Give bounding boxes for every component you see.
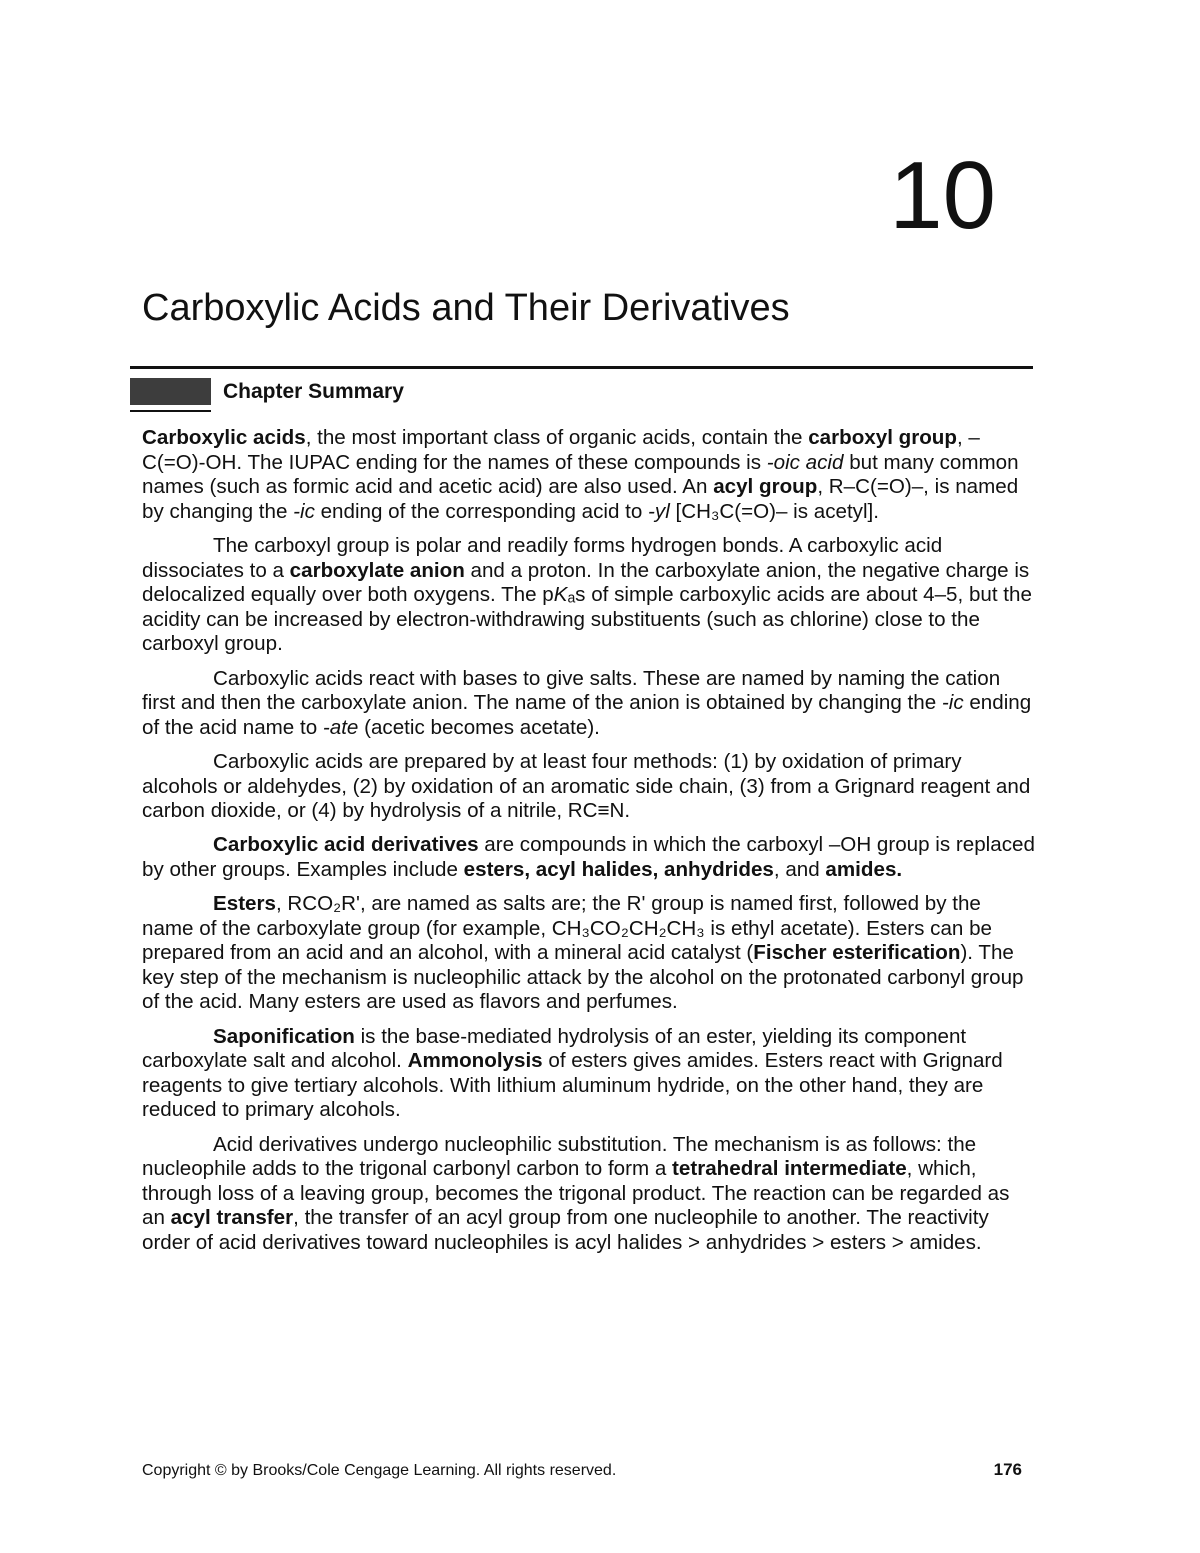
bold-term: Carboxylic acid derivatives <box>213 833 479 857</box>
bold-term: tetrahedral intermediate <box>672 1157 907 1181</box>
bold-term: esters, acyl halides, anhydrides <box>463 857 774 881</box>
bold-term: Fischer esterification <box>753 941 961 965</box>
summary-paragraph <box>142 1133 1037 1256</box>
text-run: Carboxylic acids react with bases to give salts. These are named by naming the cation first and then the carboxylate anion. The name of the anion is obtained by changing the <box>142 666 1001 715</box>
summary-paragraph <box>142 426 1037 524</box>
text-run: (acetic becomes acetate). <box>358 715 600 739</box>
page-number: 176 <box>993 1460 1022 1479</box>
summary-paragraph <box>142 833 1037 882</box>
summary-paragraph <box>142 750 1037 824</box>
italic-term: -yl <box>648 499 670 523</box>
bold-term: Carboxylic acids <box>142 426 306 449</box>
italic-term: -ate <box>322 715 359 739</box>
title-rule <box>130 366 1033 369</box>
text-run: Acid derivatives undergo nucleophilic substitution. The mechanism is as follows: the nucleophile adds to the trigonal carbonyl carbon to form a <box>142 1132 977 1181</box>
section-heading: Chapter Summary <box>223 380 404 403</box>
bold-term: carboxylate anion <box>289 558 465 582</box>
text-run: are compounds in which the carboxyl –OH group is replaced by other groups. Examples include <box>142 833 1035 881</box>
text-run: ending of the corresponding acid to <box>314 499 649 523</box>
text-run: of esters gives amides. Esters react with Grignard reagents to give tertiary alcohols. With lithium aluminum hydride, on the other hand, they are reduced to primary alcohols. <box>142 1049 1003 1122</box>
text-run: and a proton. In the carboxylate anion, the negative charge is delocalized equally over both oxygens. The p <box>142 558 1030 607</box>
italic-term: -ic <box>941 691 964 715</box>
text-run: , RCO₂R', are named as salts are; the R' group is named first, followed by the name of the carboxylate group (for example, CH₃CO₂CH₂CH₃ is ethyl acetate). Esters can be prepared from an acid and an alcohol, with a mineral acid catalyst ( <box>142 892 992 965</box>
italic-term: -ic <box>293 499 315 523</box>
section-marker-block <box>130 378 211 405</box>
text-run: ). The key step of the mechanism is nucleophilic attack by the alcohol on the protonated carbonyl group of the acid. Many esters are used as flavors and perfumes. <box>142 941 1024 1014</box>
copyright-notice: Copyright © by Brooks/Cole Cengage Learning. All rights reserved. <box>142 1462 617 1479</box>
bold-term: Ammonolysis <box>407 1049 543 1073</box>
chapter-summary-body <box>142 426 1037 1265</box>
text-run: , –C(=O)-OH. The IUPAC ending for the names of these compounds is <box>142 426 980 474</box>
bold-term: Esters <box>213 892 276 916</box>
summary-paragraph <box>142 534 1037 657</box>
summary-paragraph <box>142 892 1037 1015</box>
summary-paragraph <box>142 667 1037 741</box>
text-run: is the base-mediated hydrolysis of an ester, yielding its component carboxylate salt and alcohol. <box>142 1024 967 1073</box>
bold-term: acyl group <box>713 475 818 499</box>
italic-term: K <box>553 583 568 607</box>
bold-term: Saponification <box>213 1024 355 1048</box>
text-run: Carboxylic acids are prepared by at least four methods: (1) by oxidation of primary alcohols or aldehydes, (2) by oxidation of an aromatic side chain, (3) from a Grignard reagent and carbon dioxide, or (4) by hydrolysis of a nitrile, RC≡N. <box>142 749 1031 823</box>
text-run: [CH₃C(=O)– is acetyl]. <box>669 499 879 523</box>
text-run: ending of the acid name to <box>142 691 1032 739</box>
bold-term: acyl transfer <box>170 1206 294 1230</box>
text-run: The carboxyl group is polar and readily forms hydrogen bonds. A carboxylic acid dissociates to a <box>142 533 943 582</box>
section-marker-underline <box>130 410 211 412</box>
text-run: , which, through loss of a leaving group, becomes the trigonal product. The reaction can be regarded as an <box>142 1157 1010 1230</box>
bold-term: amides. <box>825 857 903 881</box>
bold-term: carboxyl group <box>808 426 957 449</box>
summary-paragraph <box>142 1025 1037 1123</box>
text-run: , the most important class of organic acids, contain the <box>305 426 809 449</box>
chapter-title: Carboxylic Acids and Their Derivatives <box>142 287 790 329</box>
text-run: , and <box>773 857 826 881</box>
chapter-number: 10 <box>889 142 996 249</box>
italic-term: -oic acid <box>766 450 844 474</box>
text-run: ₐs of simple carboxylic acids are about 4–5, but the acidity can be increased by electron-withdrawing substituents (such as chlorine) close to the carboxyl group. <box>142 583 1032 656</box>
text-run: but many common names (such as formic acid and acetic acid) are also used. An <box>142 450 1019 499</box>
text-run: , the transfer of an acyl group from one nucleophile to another. The reactivity order of acid derivatives toward nucleophiles is acyl halides > anhydrides > esters > amides. <box>142 1206 989 1254</box>
text-run: , R–C(=O)–, is named by changing the <box>142 475 1019 523</box>
